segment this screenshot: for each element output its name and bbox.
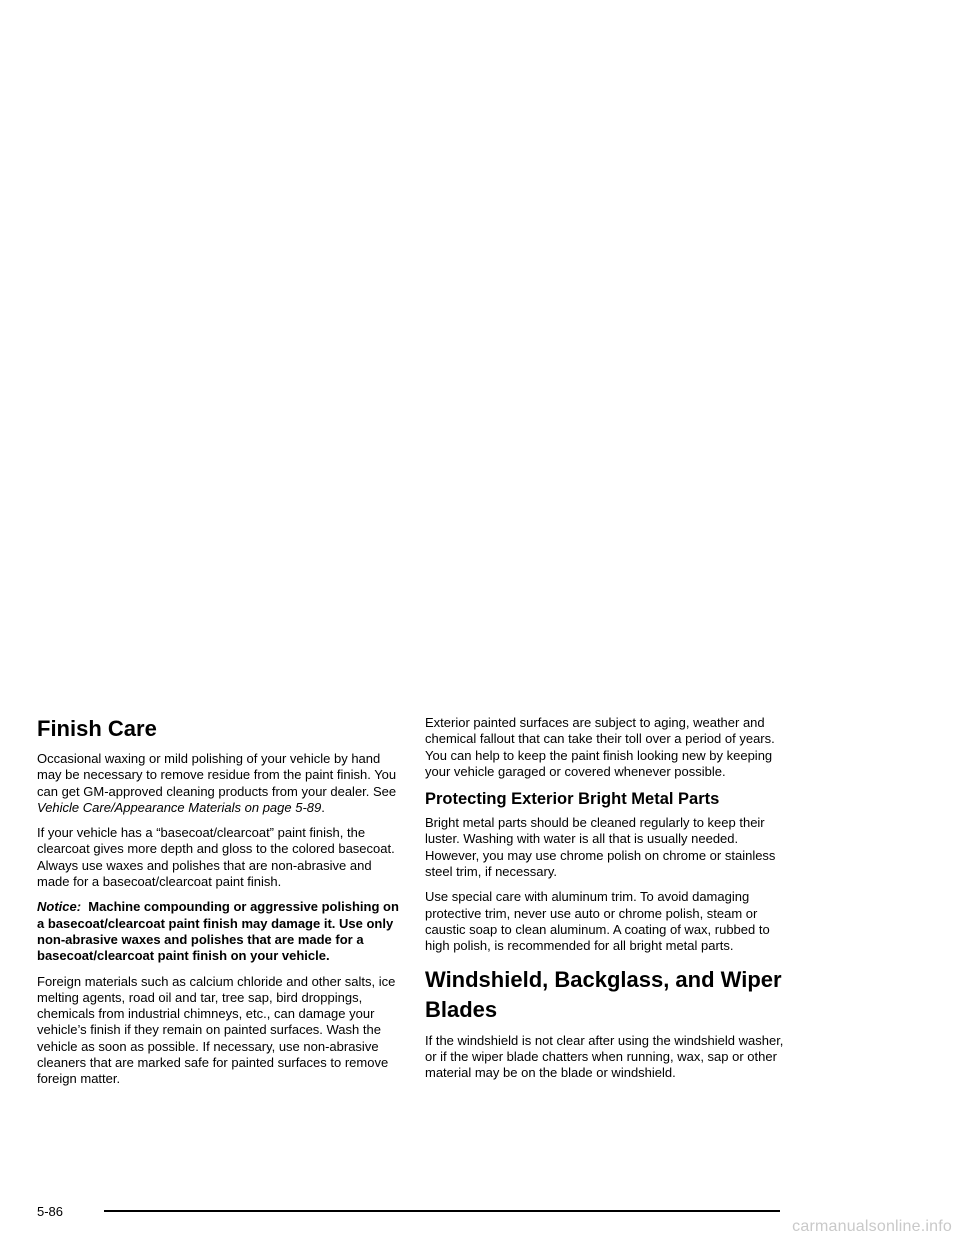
paragraph-windshield: If the windshield is not clear after using the windshield washer, or if the wiper blade chatters when running, wax, sap or other material may be on the blade or windshield. [425,1032,784,1081]
subheading-bright-metal-parts: Protecting Exterior Bright Metal Parts [425,790,720,809]
paragraph-bright-metal-cleaning: Bright metal parts should be cleaned regularly to keep their luster. Washing with water is all that is usually needed. However, you may use chrome polish on chrome or stainless steel trim, if necessary. [425,815,776,880]
cross-reference-link[interactable]: Vehicle Care/Appearance Materials on page 5-89 [37,799,322,815]
watermark: carmanualsonline.info [792,1218,952,1235]
paragraph-occasional-waxing: Occasional waxing or mild polishing of your vehicle by hand may be necessary to remove residue from the paint finish. You can get GM-approved cleaning products from your dealer. See Vehicle Care/Appearance Materials on page 5-89. [37,751,397,815]
paragraph-foreign-materials: Foreign materials such as calcium chloride and other salts, ice melting agents, road oil and tar, tree sap, bird droppings, chemicals from industrial chimneys, etc., can damage your vehicle’s finish if they remain on painted surfaces. Wash the vehicle as soon as possible. If necessary, use non-abrasive cleaners that are marked safe for painted surfaces to remove foreign matter. [37,973,396,1087]
paragraph-basecoat-clearcoat: If your vehicle has a “basecoat/clearcoat” paint finish, the clearcoat gives more depth and gloss to the colored basecoat. Always use waxes and polishes that are non-abrasive and made for a basecoat/clearcoat paint finish. [37,825,395,890]
page-number: 5-86 [37,1204,64,1219]
left-column [37,715,405,1097]
paragraph-aluminum-trim: Use special care with aluminum trim. To avoid damaging protective trim, never use auto or chrome polish, steam or caustic soap to clean aluminum. A coating of wax, rubbed to high polish, is recommended for all bright metal parts. [425,889,770,954]
notice-text: Machine compounding or aggressive polishing on a basecoat/clearcoat paint finish may damage it. Use only non-abrasive waxes and polishes that are made for a basecoat/clearcoat paint finish on your vehicle. [37,899,399,964]
notice-label: Notice: [37,899,82,915]
footer-rule [104,1210,780,1212]
paragraph-exterior-painted-surfaces: Exterior painted surfaces are subject to aging, weather and chemical fallout that can take their toll over a period of years. You can help to keep the paint finish looking new by keeping your vehicle garaged or covered whenever possible. [425,715,775,779]
section-heading-finish-care: Finish Care [37,716,157,741]
right-column [425,715,791,1090]
section-heading-windshield: Windshield, Backglass, and Wiper Blades [425,966,782,1022]
notice-block [37,899,405,964]
